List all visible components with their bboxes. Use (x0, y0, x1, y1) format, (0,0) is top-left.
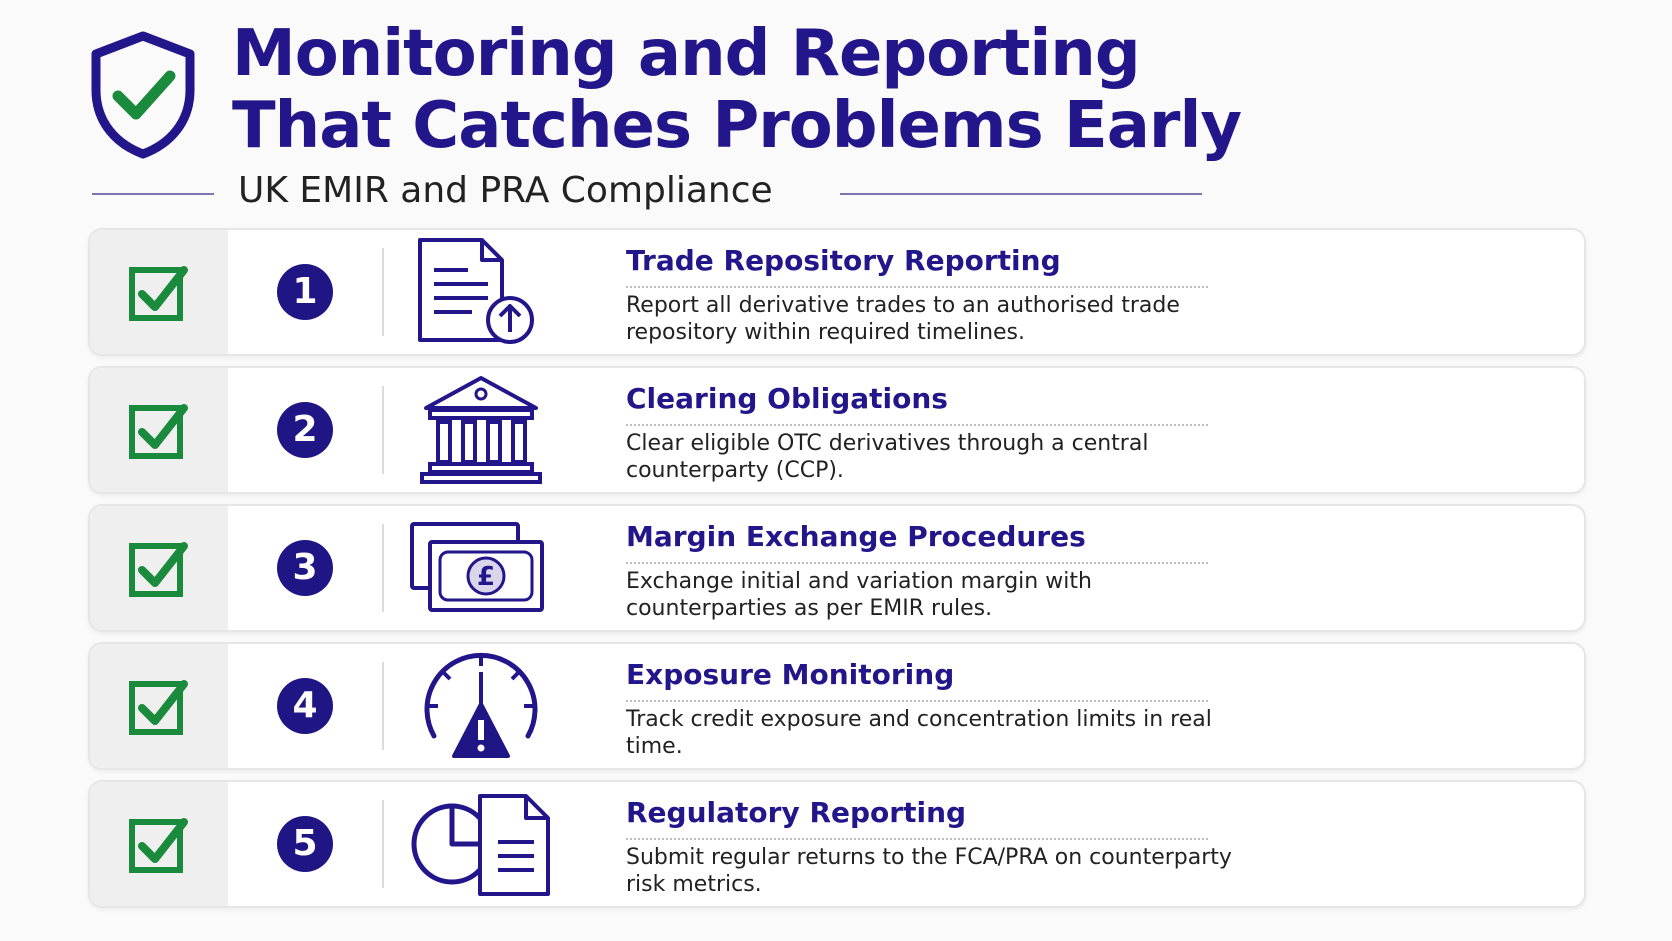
dotted-divider (626, 286, 1208, 288)
list-item (88, 366, 1586, 494)
divider (382, 524, 384, 612)
checkbox-checked-icon (128, 262, 190, 322)
checkbox-checked-icon (128, 676, 190, 736)
list-item (88, 228, 1586, 356)
dotted-divider (626, 838, 1208, 840)
item-description: Submit regular returns to the FCA/PRA on counterparty risk metrics. (626, 845, 1232, 897)
subtitle-divider-right (840, 193, 1202, 195)
item-title: Trade Repository Reporting (626, 244, 1061, 277)
header (0, 0, 1672, 220)
dotted-divider (626, 424, 1208, 426)
divider (382, 386, 384, 474)
list-item (88, 504, 1586, 632)
divider (382, 800, 384, 888)
subtitle-row (92, 168, 1202, 218)
item-title: Margin Exchange Procedures (626, 520, 1086, 553)
bank-building-icon (408, 372, 554, 488)
check-cell (90, 230, 228, 354)
list-item (88, 642, 1586, 770)
checkbox-checked-icon (128, 538, 190, 598)
item-description: Report all derivative trades to an authorised trade repository within required timelines. (626, 293, 1180, 345)
checkbox-checked-icon (128, 400, 190, 460)
gauge-warning-icon (408, 648, 554, 764)
dotted-divider (626, 562, 1208, 564)
checkbox-checked-icon (128, 814, 190, 874)
item-title: Exposure Monitoring (626, 658, 955, 691)
subtitle-divider-left (92, 193, 214, 195)
shield-check-icon (88, 30, 198, 160)
item-title: Regulatory Reporting (626, 796, 967, 829)
page-subtitle: UK EMIR and PRA Compliance (238, 170, 773, 211)
check-cell (90, 368, 228, 492)
check-cell (90, 782, 228, 906)
pound-banknotes-icon (408, 510, 554, 626)
item-description: Exchange initial and variation margin with counterparties as per EMIR rules. (626, 569, 1092, 621)
item-description: Track credit exposure and concentration limits in real time. (626, 707, 1212, 759)
step-number-badge: 4 (277, 678, 333, 734)
step-number-badge: 2 (277, 402, 333, 458)
compliance-list (88, 228, 1586, 918)
check-cell (90, 644, 228, 768)
dotted-divider (626, 700, 1208, 702)
divider (382, 248, 384, 336)
document-upload-icon (408, 234, 554, 350)
item-description: Clear eligible OTC derivatives through a central counterparty (CCP). (626, 431, 1149, 483)
step-number-badge: 5 (277, 816, 333, 872)
step-number-badge: 3 (277, 540, 333, 596)
item-title: Clearing Obligations (626, 382, 948, 415)
title-line-2: That Catches Problems Early (232, 89, 1242, 163)
title-line-1: Monitoring and Reporting (232, 17, 1140, 91)
step-number-badge: 1 (277, 264, 333, 320)
check-cell (90, 506, 228, 630)
divider (382, 662, 384, 750)
page-title (232, 18, 1241, 162)
pie-chart-report-icon (408, 786, 554, 902)
list-item (88, 780, 1586, 908)
svg-text:£: £ (476, 562, 496, 592)
